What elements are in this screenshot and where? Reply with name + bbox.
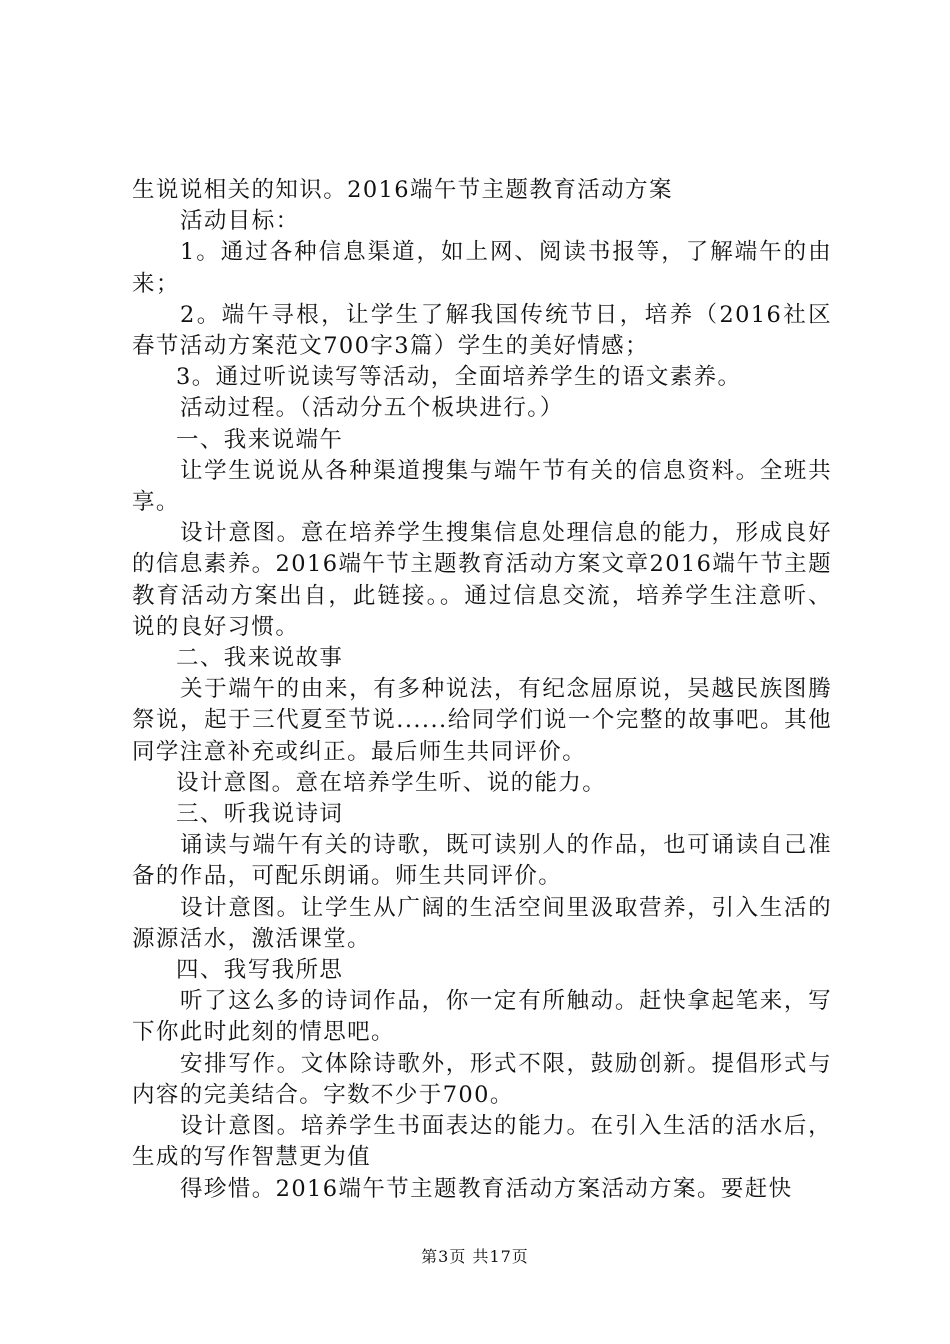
paragraph-goal-heading: 活动目标： xyxy=(180,208,300,235)
paragraph-section-4-writing: 安排写作。文体除诗歌外，形式不限，鼓励创新。提倡形式与内容的完美结合。字数不少于700。 xyxy=(132,1050,832,1108)
section-heading-2: 二、我来说故事 xyxy=(176,645,344,672)
paragraph-section-4-intent: 设计意图。培养学生书面表达的能力。在引入生活的活水后，生成的写作智慧更为值 xyxy=(132,1113,832,1171)
paragraph-goal-1: 1。通过各种信息渠道，如上网、阅读书报等，了解端午的由来； xyxy=(132,239,832,297)
paragraph-section-4-body: 听了这么多的诗词作品，你一定有所触动。赶快拿起笔来，写下你此时此刻的情思吧。 xyxy=(132,988,832,1046)
page-number: 第3页 共17页 xyxy=(421,1247,529,1266)
paragraph-section-2-body: 关于端午的由来，有多种说法，有纪念屈原说，吴越民族图腾祭说，起于三代夏至节说......给同学们说一个完整的故事吧。其他同学注意补充或纠正。最后师生共同评价。 xyxy=(132,676,832,765)
paragraph-process-heading: 活动过程。（活动分五个板块进行。） xyxy=(180,395,564,422)
paragraph-section-3-intent: 设计意图。让学生从广阔的生活空间里汲取营养，引入生活的源源活水，激活课堂。 xyxy=(132,894,832,952)
paragraph-section-1-body: 让学生说说从各种渠道搜集与端午节有关的信息资料。全班共享。 xyxy=(132,457,832,516)
paragraph-section-3-body: 诵读与端午有关的诗歌，既可读别人的作品，也可诵读自己准备的作品，可配乐朗诵。师生共同评价。 xyxy=(132,832,832,890)
section-heading-1: 一、我来说端午 xyxy=(176,426,344,453)
paragraph-section-2-intent: 设计意图。意在培养学生听、说的能力。 xyxy=(176,769,607,796)
document-body xyxy=(132,175,832,1205)
section-heading-4: 四、我写我所思 xyxy=(176,957,344,984)
paragraph-section-4-continued: 得珍惜。2016端午节主题教育活动方案活动方案。要赶快 xyxy=(180,1175,793,1202)
paragraph-section-1-intent: 设计意图。意在培养学生搜集信息处理信息的能力，形成良好的信息素养。2016端午节主题教育活动方案文章2016端午节主题教育活动方案出自，此链接。。通过信息交流，培养学生注意听、说的良好习惯。 xyxy=(132,520,832,640)
paragraph-continuation: 生说说相关的知识。2016端午节主题教育活动方案 xyxy=(132,177,673,203)
section-heading-3: 三、听我说诗词 xyxy=(176,801,344,828)
paragraph-goal-3: 3。通过听说读写等活动，全面培养学生的语文素养。 xyxy=(176,364,742,391)
paragraph-goal-2: 2。端午寻根，让学生了解我国传统节日，培养（2016社区春节活动方案范文700字3篇）学生的美好情感； xyxy=(132,301,832,360)
